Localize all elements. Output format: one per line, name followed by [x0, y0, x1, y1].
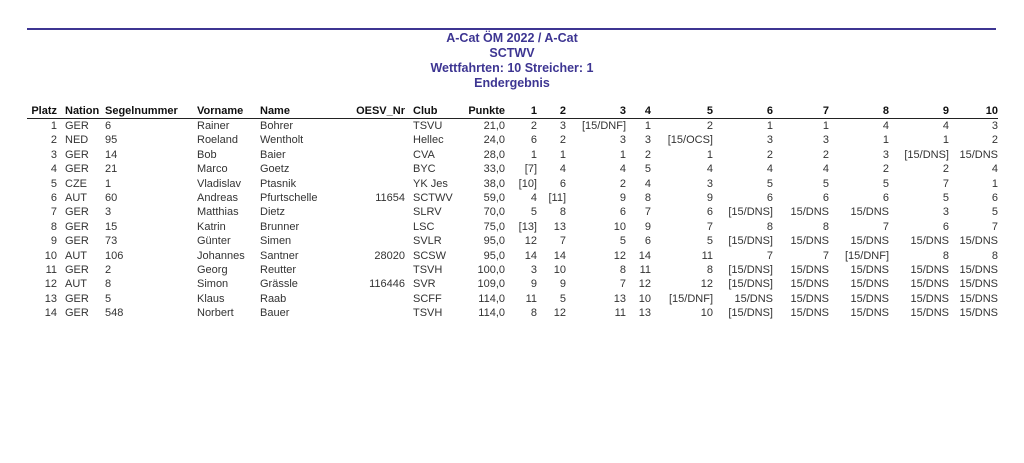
cell-nation: CZE	[65, 177, 87, 190]
cell-race-1: 5	[530, 206, 537, 219]
cell-nation: AUT	[65, 192, 87, 205]
cell-segelnummer: 95	[105, 134, 118, 147]
cell-race-8: 15/DNS	[850, 235, 889, 248]
cell-race-9: 4	[942, 120, 949, 132]
event-title: A-Cat ÖM 2022 / A-Cat	[446, 31, 578, 45]
cell-race-7: 5	[822, 177, 829, 190]
cell-oesv-nr	[326, 205, 405, 219]
cell-nation: GER	[65, 148, 89, 161]
cell-race-8: 6	[882, 192, 889, 205]
cell-race-2: 12	[553, 307, 566, 320]
results-body	[27, 119, 998, 321]
cell-club: BYC	[413, 163, 436, 176]
cell-punkte: 100,0	[477, 264, 505, 277]
cell-oesv-nr	[326, 292, 405, 306]
cell-race-4: 13	[638, 307, 651, 320]
cell-race-10: 15/DNS	[959, 235, 998, 248]
cell-race-4: 10	[638, 292, 651, 305]
cell-club: TSVU	[413, 120, 443, 132]
cell-nation: GER	[65, 307, 89, 320]
organizing-club: SCTWV	[489, 46, 535, 60]
cell-race-2: 2	[559, 134, 566, 147]
cell-race-4: 8	[644, 192, 651, 205]
cell-race-1: 11	[525, 292, 537, 305]
cell-punkte: 59,0	[483, 192, 505, 205]
col-header-race-10: 10	[949, 103, 998, 119]
cell-vorname: Johannes	[197, 249, 245, 262]
table-row	[27, 119, 998, 134]
cell-oesv-nr	[326, 234, 405, 248]
cell-race-10: 15/DNS	[959, 307, 998, 320]
cell-race-3: 6	[619, 206, 626, 219]
cell-race-7: 2	[822, 148, 829, 161]
cell-punkte: 28,0	[483, 148, 505, 161]
cell-race-9: 2	[942, 163, 949, 176]
cell-name: Raab	[260, 292, 287, 305]
cell-race-6: [15/DNS]	[728, 278, 773, 291]
table-row	[27, 263, 998, 277]
cell-race-7: 15/DNS	[790, 307, 829, 320]
cell-race-9: 6	[942, 220, 949, 233]
cell-club: LSC	[413, 220, 435, 233]
cell-oesv-nr	[326, 177, 405, 191]
cell-race-4: 1	[644, 120, 651, 132]
table-row	[27, 234, 998, 248]
cell-race-7: 3	[822, 134, 829, 147]
cell-platz: 7	[50, 206, 57, 219]
cell-race-1: 6	[530, 134, 537, 147]
cell-race-6: 5	[766, 177, 773, 190]
cell-race-9: 5	[942, 192, 949, 205]
cell-club: SVR	[413, 278, 436, 291]
cell-race-7: 1	[822, 120, 829, 132]
cell-race-4: 9	[644, 220, 651, 233]
cell-race-4: 6	[644, 235, 651, 248]
cell-race-1: 1	[530, 148, 537, 161]
cell-race-10: 5	[991, 206, 998, 219]
cell-segelnummer: 106	[105, 249, 124, 262]
cell-race-10: 8	[991, 249, 998, 262]
cell-segelnummer: 6	[105, 120, 112, 132]
cell-race-3: 3	[619, 134, 626, 147]
cell-race-10: 15/DNS	[959, 278, 998, 291]
cell-race-7: 7	[822, 249, 829, 262]
cell-race-8: 1	[882, 134, 889, 147]
cell-platz: 5	[50, 177, 57, 190]
table-row	[27, 191, 998, 205]
cell-oesv-nr	[326, 306, 405, 320]
cell-race-4: 2	[644, 148, 651, 161]
cell-race-8: 15/DNS	[850, 206, 889, 219]
cell-race-2: 1	[559, 148, 566, 161]
cell-race-2: [11]	[548, 192, 566, 205]
cell-race-4: 7	[644, 206, 651, 219]
cell-race-10: 6	[991, 192, 998, 205]
cell-race-3: 7	[619, 278, 626, 291]
col-header-race-2: 2	[537, 103, 566, 119]
cell-race-1: 4	[530, 192, 537, 205]
cell-race-2: 9	[559, 278, 566, 291]
cell-race-3: 2	[619, 177, 626, 190]
cell-name: Bohrer	[260, 120, 294, 132]
cell-race-7: 15/DNS	[790, 206, 829, 219]
cell-race-4: 11	[639, 264, 651, 277]
cell-race-1: 8	[530, 307, 537, 320]
table-row	[27, 205, 998, 219]
cell-race-9: 15/DNS	[910, 278, 949, 291]
cell-race-9: 15/DNS	[910, 292, 949, 305]
cell-race-3: 9	[619, 192, 626, 205]
cell-race-9: 3	[942, 206, 949, 219]
cell-race-6: [15/DNS]	[728, 264, 773, 277]
cell-platz: 10	[44, 249, 57, 262]
cell-nation: NED	[65, 134, 89, 147]
cell-nation: AUT	[65, 278, 87, 291]
cell-nation: GER	[65, 220, 89, 233]
cell-nation: GER	[65, 206, 89, 219]
cell-race-5: 12	[700, 278, 713, 291]
cell-vorname: Katrin	[197, 220, 226, 233]
cell-platz: 2	[50, 134, 57, 147]
table-row	[27, 292, 998, 306]
cell-platz: 4	[50, 163, 57, 176]
cell-race-1: [7]	[524, 163, 537, 176]
cell-race-5: 10	[700, 307, 713, 320]
col-header-vorname: Vorname	[197, 103, 260, 119]
cell-race-4: 12	[638, 278, 651, 291]
col-header-nation: Nation	[57, 103, 105, 119]
cell-oesv-nr	[326, 220, 405, 234]
cell-race-2: 5	[559, 292, 566, 305]
cell-club: SCTWV	[413, 192, 453, 205]
cell-oesv-nr: 11654	[375, 192, 405, 205]
cell-race-8: 7	[882, 220, 889, 233]
cell-race-7: 15/DNS	[790, 264, 829, 277]
col-header-punkte: Punkte	[455, 103, 505, 119]
cell-name: Grässle	[260, 278, 298, 291]
cell-name: Goetz	[260, 163, 290, 176]
cell-race-6: 3	[766, 134, 773, 147]
cell-segelnummer: 21	[105, 163, 118, 176]
cell-name: Brunner	[260, 220, 300, 233]
cell-segelnummer: 8	[105, 278, 112, 291]
cell-race-6: 2	[766, 148, 773, 161]
cell-race-10: 4	[991, 163, 998, 176]
col-header-name: Name	[260, 103, 326, 119]
cell-race-9: 7	[942, 177, 949, 190]
cell-race-10: 1	[991, 177, 998, 190]
cell-race-8: [15/DNF]	[844, 249, 889, 262]
cell-nation: GER	[65, 264, 89, 277]
cell-vorname: Norbert	[197, 307, 234, 320]
cell-punkte: 95,0	[483, 249, 505, 262]
cell-oesv-nr: 116446	[369, 278, 405, 291]
cell-race-7: 4	[822, 163, 829, 176]
table-row	[27, 133, 998, 147]
cell-segelnummer: 15	[105, 220, 118, 233]
cell-segelnummer: 5	[105, 292, 112, 305]
cell-race-9: 15/DNS	[910, 307, 949, 320]
col-header-oesv-nr: OESV_Nr	[326, 103, 405, 119]
table-row	[27, 148, 998, 162]
cell-race-9: [15/DNS]	[904, 148, 949, 161]
cell-vorname: Klaus	[197, 292, 225, 305]
cell-platz: 11	[45, 264, 57, 277]
cell-name: Baier	[260, 148, 286, 161]
cell-name: Santner	[260, 249, 299, 262]
cell-punkte: 109,0	[477, 278, 505, 291]
table-row	[27, 162, 998, 176]
cell-race-10: 15/DNS	[959, 148, 998, 161]
cell-punkte: 33,0	[483, 163, 505, 176]
cell-vorname: Simon	[197, 278, 229, 291]
cell-punkte: 21,0	[483, 120, 505, 132]
cell-segelnummer: 548	[105, 307, 124, 320]
cell-race-9: 8	[942, 249, 949, 262]
cell-punkte: 114,0	[478, 307, 505, 320]
cell-club: TSVH	[413, 307, 443, 320]
cell-race-3: 8	[619, 264, 626, 277]
cell-club: Hellec	[413, 134, 444, 147]
table-row	[27, 220, 998, 234]
cell-nation: GER	[65, 163, 89, 176]
col-header-race-4: 4	[626, 103, 651, 119]
results-header	[0, 31, 1024, 91]
table-row	[27, 177, 998, 191]
cell-vorname: Georg	[197, 264, 228, 277]
cell-race-3: 10	[613, 220, 626, 233]
cell-race-8: 2	[882, 163, 889, 176]
cell-race-4: 4	[644, 177, 651, 190]
cell-race-2: 14	[553, 249, 566, 262]
cell-race-8: 15/DNS	[850, 264, 889, 277]
cell-race-1: 9	[530, 278, 537, 291]
cell-name: Pfurtschelle	[260, 192, 318, 205]
cell-punkte: 75,0	[483, 220, 505, 233]
cell-race-5: 9	[706, 192, 713, 205]
cell-nation: GER	[65, 292, 89, 305]
cell-race-2: 4	[559, 163, 566, 176]
cell-vorname: Roeland	[197, 134, 238, 147]
cell-race-8: 5	[882, 177, 889, 190]
cell-club: CVA	[413, 148, 435, 161]
cell-punkte: 95,0	[483, 235, 505, 248]
header-row	[27, 103, 998, 119]
cell-platz: 8	[50, 220, 57, 233]
cell-race-1: [10]	[518, 177, 537, 190]
cell-race-7: 6	[822, 192, 829, 205]
cell-race-4: 14	[638, 249, 651, 262]
cell-punkte: 38,0	[483, 177, 505, 190]
cell-race-8: 15/DNS	[850, 292, 889, 305]
cell-vorname: Günter	[197, 235, 231, 248]
cell-club: SCSW	[413, 249, 446, 262]
cell-race-10: 7	[991, 220, 998, 233]
cell-platz: 9	[50, 235, 57, 248]
cell-platz: 14	[44, 307, 57, 320]
cell-race-5: 8	[706, 264, 713, 277]
cell-race-7: 8	[822, 220, 829, 233]
cell-race-5: 1	[706, 148, 713, 161]
table-row	[27, 277, 998, 291]
cell-race-1: 12	[524, 235, 537, 248]
cell-oesv-nr	[326, 133, 405, 147]
cell-race-1: 2	[530, 120, 537, 132]
cell-race-2: 6	[559, 177, 566, 190]
cell-race-9: 15/DNS	[910, 264, 949, 277]
col-header-segelnummer: Segelnummer	[105, 103, 197, 119]
cell-club: SCFF	[413, 292, 442, 305]
cell-race-2: 10	[553, 264, 566, 277]
cell-race-9: 15/DNS	[910, 235, 949, 248]
cell-race-5: 4	[706, 163, 713, 176]
cell-race-6: 1	[766, 120, 773, 132]
cell-race-1: [13]	[518, 220, 537, 233]
cell-race-5: [15/OCS]	[667, 134, 713, 147]
cell-race-7: 15/DNS	[790, 278, 829, 291]
cell-club: YK Jes	[413, 177, 448, 190]
cell-name: Reutter	[260, 264, 297, 277]
cell-race-3: [15/DNF]	[581, 120, 626, 132]
cell-race-5: [15/DNF]	[668, 292, 713, 305]
cell-race-10: 2	[991, 134, 998, 147]
cell-name: Ptasnik	[260, 177, 297, 190]
cell-race-5: 7	[706, 220, 713, 233]
cell-race-6: 7	[766, 249, 773, 262]
table-row	[27, 249, 998, 263]
cell-race-5: 5	[706, 235, 713, 248]
cell-race-2: 7	[559, 235, 566, 248]
cell-name: Simen	[260, 235, 292, 248]
col-header-club: Club	[405, 103, 455, 119]
cell-vorname: Andreas	[197, 192, 238, 205]
cell-vorname: Matthias	[197, 206, 239, 219]
cell-race-1: 14	[524, 249, 537, 262]
cell-race-6: 4	[766, 163, 773, 176]
cell-segelnummer: 73	[105, 235, 118, 248]
table-row	[27, 306, 998, 320]
races-info: Wettfahrten: 10 Streicher: 1	[430, 61, 594, 75]
cell-race-2: 13	[553, 220, 566, 233]
cell-race-4: 3	[644, 134, 651, 147]
cell-race-3: 13	[613, 292, 626, 305]
cell-race-1: 3	[530, 264, 537, 277]
results-table	[27, 103, 998, 321]
cell-race-10: 15/DNS	[959, 264, 998, 277]
col-header-platz: Platz	[27, 103, 57, 119]
cell-race-8: 4	[882, 120, 889, 132]
cell-club: SLRV	[413, 206, 442, 219]
col-header-race-6: 6	[713, 103, 773, 119]
cell-nation: GER	[65, 235, 89, 248]
cell-oesv-nr	[326, 119, 405, 134]
cell-race-5: 2	[706, 120, 713, 132]
col-header-race-8: 8	[829, 103, 889, 119]
col-header-race-7: 7	[773, 103, 829, 119]
cell-race-8: 3	[882, 148, 889, 161]
cell-oesv-nr	[326, 263, 405, 277]
cell-name: Wentholt	[260, 134, 304, 147]
cell-race-2: 3	[559, 120, 566, 132]
cell-name: Bauer	[260, 307, 290, 320]
cell-punkte: 70,0	[483, 206, 505, 219]
cell-platz: 3	[50, 148, 57, 161]
cell-race-3: 1	[619, 148, 626, 161]
cell-punkte: 114,0	[478, 292, 505, 305]
cell-vorname: Vladislav	[197, 177, 242, 190]
cell-race-6: 15/DNS	[734, 292, 773, 305]
cell-oesv-nr	[326, 162, 405, 176]
cell-race-5: 3	[706, 177, 713, 190]
cell-segelnummer: 1	[105, 177, 112, 190]
cell-race-6: [15/DNS]	[728, 206, 773, 219]
cell-race-4: 5	[644, 163, 651, 176]
cell-punkte: 24,0	[483, 134, 505, 147]
cell-race-6: 8	[766, 220, 773, 233]
cell-race-6: 6	[766, 192, 773, 205]
cell-platz: 13	[44, 292, 57, 305]
cell-race-3: 4	[619, 163, 626, 176]
cell-race-3: 5	[619, 235, 626, 248]
col-header-race-3: 3	[566, 103, 626, 119]
cell-race-5: 11	[701, 249, 713, 262]
cell-race-3: 11	[614, 307, 626, 320]
cell-club: TSVH	[413, 264, 443, 277]
cell-nation: GER	[65, 120, 89, 132]
cell-club: SVLR	[413, 235, 442, 248]
header-rule	[27, 28, 996, 30]
cell-nation: AUT	[65, 249, 87, 262]
cell-platz: 6	[50, 192, 57, 205]
cell-name: Dietz	[260, 206, 286, 219]
results-subtitle: Endergebnis	[474, 76, 550, 90]
cell-platz: 12	[44, 278, 57, 291]
cell-race-3: 12	[613, 249, 626, 262]
cell-vorname: Marco	[197, 163, 228, 176]
col-header-race-5: 5	[651, 103, 713, 119]
cell-race-6: [15/DNS]	[728, 235, 773, 248]
cell-segelnummer: 14	[105, 148, 118, 161]
cell-platz: 1	[50, 120, 57, 132]
cell-race-7: 15/DNS	[790, 235, 829, 248]
cell-vorname: Rainer	[197, 120, 230, 132]
cell-race-7: 15/DNS	[790, 292, 829, 305]
cell-race-8: 15/DNS	[850, 278, 889, 291]
cell-race-10: 15/DNS	[959, 292, 998, 305]
col-header-race-9: 9	[889, 103, 949, 119]
cell-segelnummer: 2	[105, 264, 112, 277]
cell-race-2: 8	[559, 206, 566, 219]
cell-race-8: 15/DNS	[850, 307, 889, 320]
cell-race-10: 3	[991, 120, 998, 132]
cell-segelnummer: 60	[105, 192, 118, 205]
cell-oesv-nr	[326, 148, 405, 162]
cell-race-6: [15/DNS]	[728, 307, 773, 320]
cell-race-5: 6	[706, 206, 713, 219]
cell-vorname: Bob	[197, 148, 217, 161]
cell-race-9: 1	[942, 134, 949, 147]
col-header-race-1: 1	[505, 103, 537, 119]
cell-segelnummer: 3	[105, 206, 112, 219]
cell-oesv-nr: 28020	[374, 249, 405, 262]
